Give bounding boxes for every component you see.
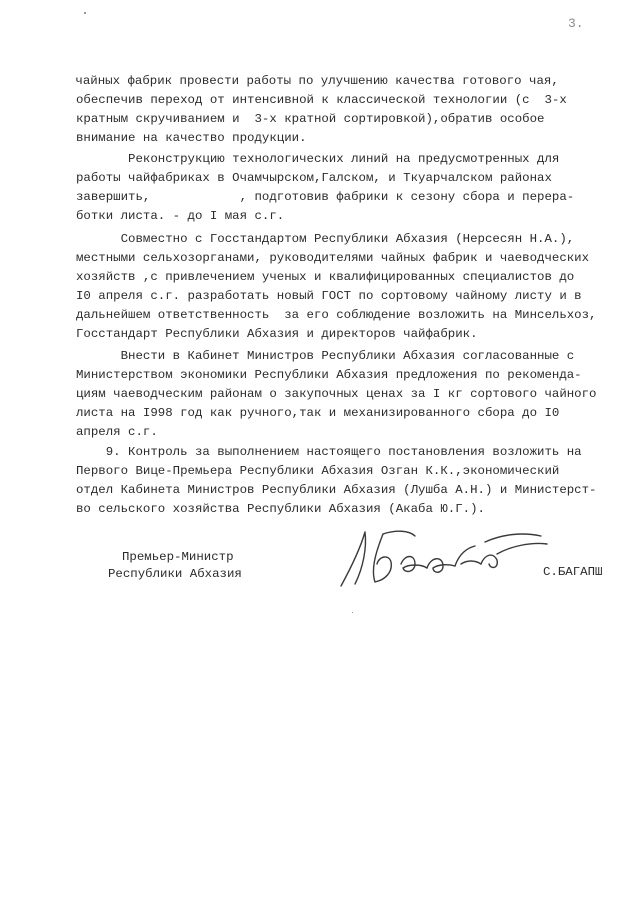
- text-line: чайных фабрик провести работы по улучшению качества готового чая,: [68, 74, 559, 88]
- scan-speck: [352, 612, 353, 613]
- signature-title-line2: Республики Абхазия: [108, 567, 242, 581]
- scan-speck: [84, 12, 86, 14]
- text-line: Внести в Кабинет Министров Республики Абхазия согласованные с: [76, 349, 575, 363]
- text-line: работы чайфабриках в Очамчырском,Галском, и Ткуарчалском районах: [76, 171, 552, 185]
- text-line: листа на I998 год как ручного,так и механизированного сбора до I0: [76, 406, 560, 420]
- text-line: кратным скручиванием и 3-х кратной сортировкой),обратив особое: [76, 112, 545, 126]
- text-line: Первого Вице-Премьера Республики Абхазия Озган К.К.,экономический: [76, 464, 560, 478]
- text-line: Министерством экономики Республики Абхазия предложения по рекоменда-: [76, 368, 582, 382]
- text-line: во сельского хозяйства Республики Абхазия (Акаба Ю.Г.).: [76, 502, 485, 516]
- signatory-name: С.БАГАПШ: [543, 565, 603, 579]
- text-line: Реконструкцию технологических линий на предусмотренных для: [76, 152, 560, 166]
- text-line: Совместно с Госстандартом Республики Абхазия (Нерсесян Н.А.),: [76, 232, 575, 246]
- text-line: отдел Кабинета Министров Республики Абхазия (Лушба А.Н.) и Министерст-: [76, 483, 597, 497]
- text-line: внимание на качество продукции.: [76, 131, 307, 145]
- text-line: Госстандарт Республики Абхазия и директоров чайфабрик.: [76, 327, 478, 341]
- text-line: циям чаеводческим районам о закупочных ценах за I кг сортового чайного: [76, 387, 597, 401]
- text-line: местными сельхозорганами, руководителями чайных фабрик и чаеводческих: [76, 251, 590, 265]
- text-line: дальнейшем ответственность за его соблюдение возложить на Минсельхоз,: [76, 308, 597, 322]
- text-line: завершить, , подготовив фабрики к сезону сбора и перера-: [76, 190, 575, 204]
- text-line: 9. Контроль за выполнением настоящего постановления возложить на: [76, 445, 582, 459]
- text-line: обеспечив переход от интенсивной к классической технологии (с 3-х: [76, 93, 567, 107]
- text-line: хозяйств ,с привлечением ученых и квалифицированных специалистов до: [76, 270, 575, 284]
- text-line: ботки листа. - до I мая с.г.: [76, 209, 285, 223]
- text-line: апреля с.г.: [76, 425, 158, 439]
- page-number: 3.: [568, 16, 584, 31]
- handwritten-signature: [335, 524, 550, 594]
- text-line: I0 апреля с.г. разработать новый ГОСТ по сортовому чайному листу и в: [76, 289, 582, 303]
- signature-title-line1: Премьер-Министр: [122, 550, 234, 564]
